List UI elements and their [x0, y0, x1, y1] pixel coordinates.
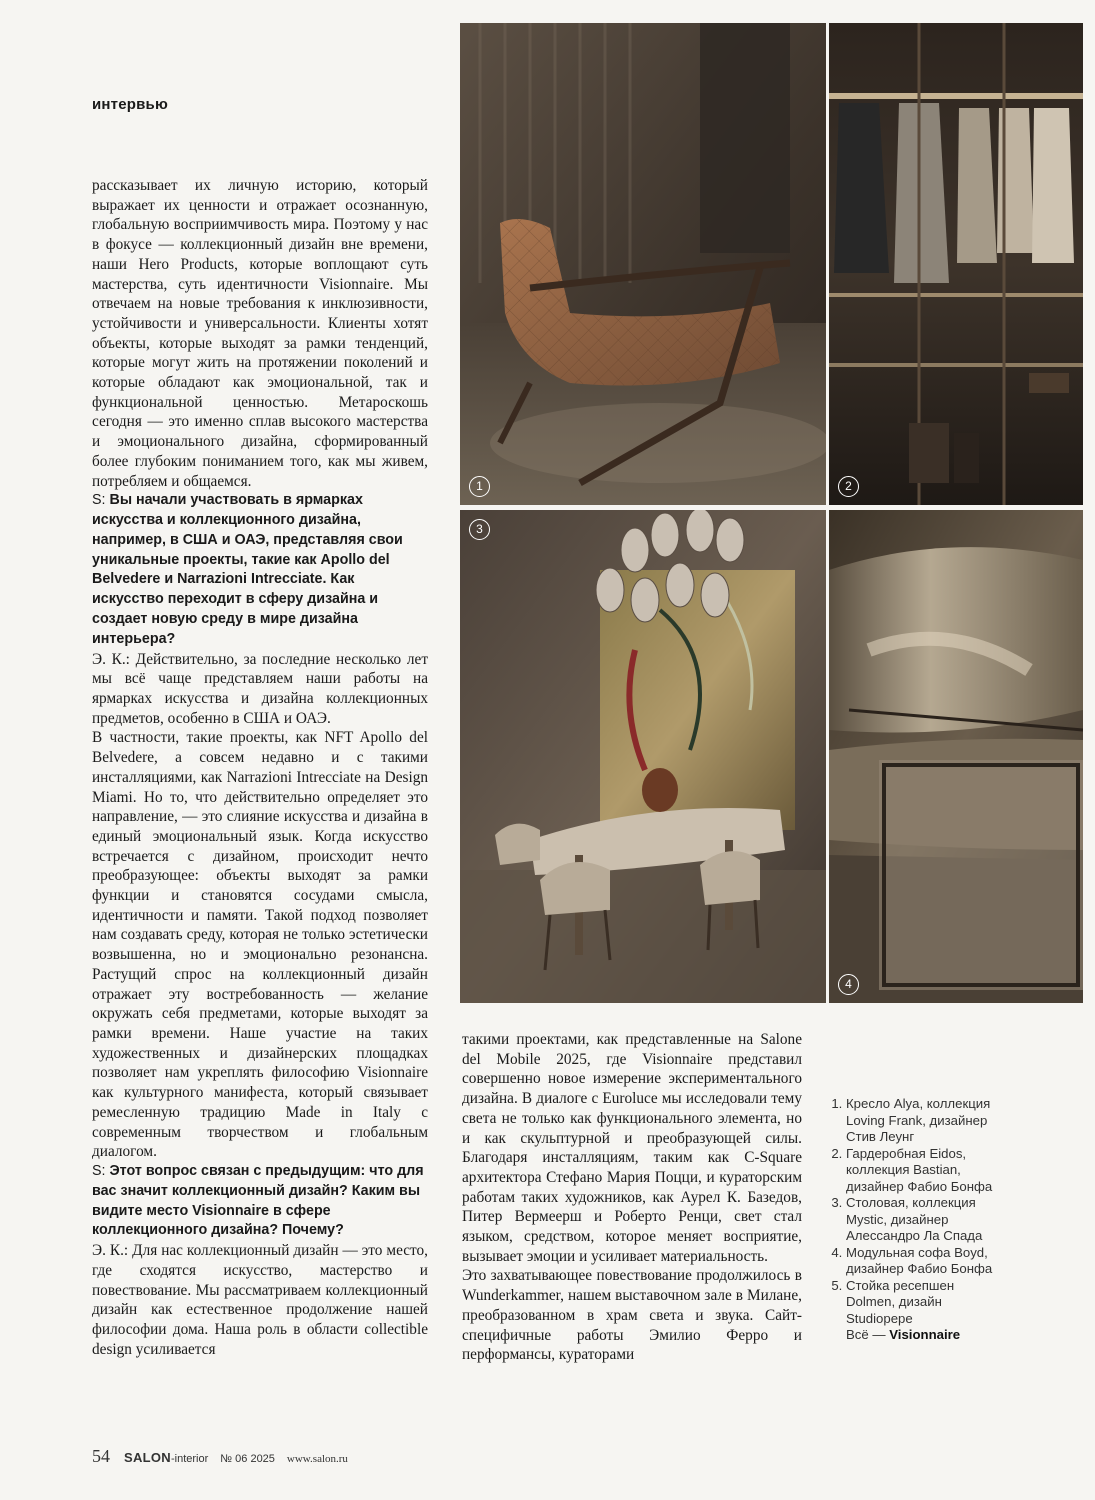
interview-question: [92, 491, 428, 649]
photo-wardrobe: [829, 23, 1083, 505]
photo-armchair: [460, 23, 826, 505]
photo-number-badge: 1: [469, 476, 490, 497]
question-text: Вы начали участвовать в ярмарках искусства и коллекционного дизайна, например, в США и ОАЭ, представляя свои уникальные проекты, такие как Apollo del Belvedere и Narrazioni Intrecciate. Как искусство переходит в сферу дизайна и создает новую среду в мире дизайна интерьера?: [92, 492, 403, 647]
photo-dining-room: [460, 510, 826, 1003]
caption-item: 1. Кресло Alya, коллекция Loving Frank, дизайнер Стив Леунг: [846, 1096, 998, 1146]
question-text: Этот вопрос связан с предыдущим: что для вас значит коллекционный дизайн? Каким вы видите место Visionnaire в сфере коллекционного дизайна? Почему?: [92, 1162, 424, 1239]
caption-item: 5. Стойка ресепшен Dolmen, дизайн Studiopepe: [846, 1278, 998, 1328]
body-paragraph: Э. К.: Действительно, за последние несколько лет мы всё чаще представляем наши работы на ярмарках искусства и дизайна коллекционных предметов, особенно в США и ОАЭ.: [92, 650, 428, 727]
credit-prefix: Всё —: [846, 1327, 890, 1342]
magazine-name-suffix: -interior: [171, 1453, 209, 1465]
website-url: www.salon.ru: [286, 1453, 348, 1465]
question-speaker: S:: [92, 492, 106, 509]
caption-list: [828, 1096, 998, 1327]
page-footer: [92, 1446, 348, 1467]
photo-sofa: [829, 510, 1083, 1003]
issue-number: № 06 2025: [220, 1453, 275, 1465]
article-column-1: [92, 176, 428, 1359]
caption-item: 2. Гардеробная Eidos, коллекция Bastian, дизайнер Фабио Бонфа: [846, 1146, 998, 1196]
body-paragraph: Это захватывающее повествование продолжилось в Wunderkammer, нашем выставочном зале в Милане, преобразованном в храм света и звука. Сайт-специфичные работы Эмилио Ферро и перформансы, кураторами: [462, 1267, 802, 1364]
photo-number-badge: 3: [469, 519, 490, 540]
body-paragraph: такими проектами, как представленные на Salone del Mobile 2025, где Visionnaire представил совершенно новое измерение экспериментального дизайна. В диалоге с Euroluce мы исследовали тему света не только как функционального элемента, но и как скульптурной и преобразующей силы. Благодаря инсталляциям, таким как C-Square архитектора Стефано Мария Поцци, и кураторским работам таких художников, как Аурел К. Базедов, Питер Вермеерш и Роберто Ренци, свет стал языком, средством, которое меняет восприятие, вызывает эмоции и усиливает материальность.: [462, 1031, 802, 1265]
magazine-name: SALON: [124, 1450, 171, 1465]
caption-item: 4. Модульная софа Boyd, дизайнер Фабио Бонфа: [846, 1245, 998, 1278]
body-paragraph: рассказывает их личную историю, который выражает их ценности и отражает осознанную, глобальную восприимчивость мира. Поэтому у нас в фокусе — коллекционный дизайн вне времени, наши Hero Products, которые воплощают суть мастерства, суть идентичности Visionnaire. Мы отвечаем на новые требования к инклюзивности, устойчивости и универсальности. Клиенты хотят объекты, которые выходят за рамки тенденций, которые могут жить на протяжении поколений и которые обладают как эмоциональной, так и функциональной ценностью. Метароскошь сегодня — это именно сплав высокого мастерства и эмоционального дизайна, сформированный более глубоким пониманием того, как мы живем, потребляем и общаемся.: [92, 177, 428, 490]
photo-captions: [828, 1096, 998, 1344]
article-column-2: [462, 1030, 802, 1365]
caption-item: 3. Столовая, коллекция Mystic, дизайнер Алессандро Ла Спада: [846, 1195, 998, 1245]
page-number: 54: [92, 1446, 110, 1466]
question-speaker: S:: [92, 1162, 106, 1179]
photo-credit: [828, 1327, 998, 1344]
interview-question: [92, 1162, 428, 1241]
credit-brand: Visionnaire: [889, 1327, 961, 1342]
photo-number-badge: 2: [838, 476, 859, 497]
body-paragraph: Э. К.: Для нас коллекционный дизайн — это место, где сходятся искусство, мастерство и повествование. Мы рассматриваем коллекционный дизайн как естественное продолжение нашей философии дома. Наша роль в области collectible design усиливается: [92, 1242, 428, 1358]
body-paragraph: В частности, такие проекты, как NFT Apollo del Belvedere, а совсем недавно и с такими инсталляциями, как Narrazioni Intrecciate на Design Miami. Но то, что действительно определяет это направление, — это слияние искусства и дизайна в единый эмоциональный язык. Когда искусство встречается с дизайном, происходит нечто преобразующее: объекты выходят за рамки функции и становятся сосудами смысла, идентичности и памяти. Такой подход позволяет нам создавать среду, которая не только эстетически возвышенна, но и эмоционально резонансна. Растущий спрос на коллекционный дизайн отражает эту востребованность — желание окружать себя предметами, которые выходят за рамки времени. Наше участие на таких художественных и дизайнерских площадках позволяет нам укреплять философию Visionnaire как культурного манифеста, который связывает ремесленную традицию Made in Italy с современным творчеством и глобальным диалогом.: [92, 729, 428, 1161]
section-label: интервью: [92, 96, 168, 113]
photo-number-badge: 4: [838, 974, 859, 995]
